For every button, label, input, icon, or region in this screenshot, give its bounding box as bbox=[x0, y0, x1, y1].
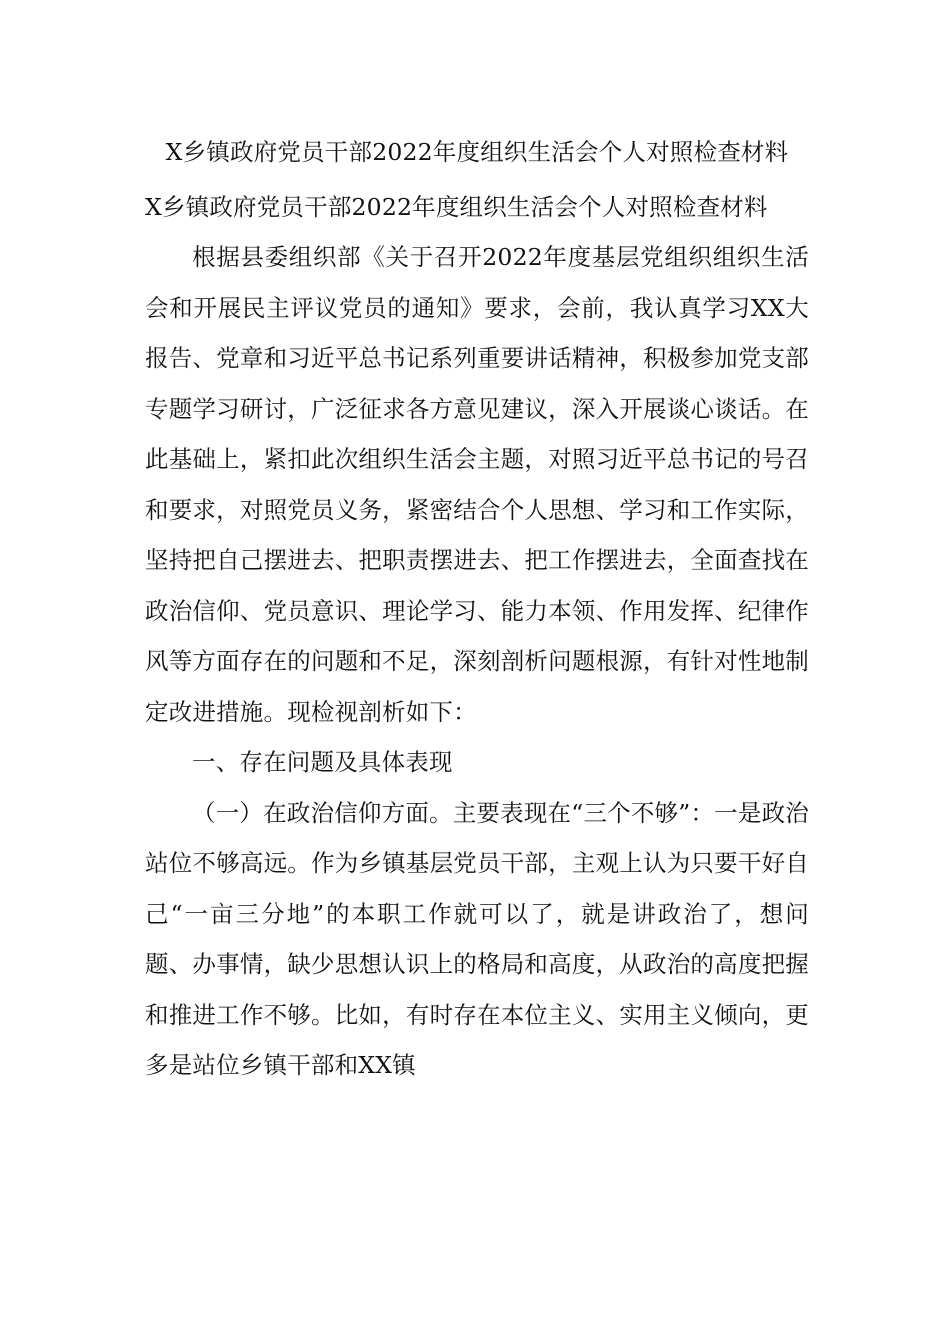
document-page bbox=[145, 128, 809, 1091]
body-paragraph: （一）在政治信仰方面。主要表现在“三个不够”：一是政治站位不够高远。作为乡镇基层党员干部，主观上认为只要干好自己“一亩三分地”的本职工作就可以了，就是讲政治了，想问题、办事情，缺少思想认识上的格局和高度，从政治的高度把握和推进工作不够。比如，有时存在本位主义、实用主义倾向，更多是站位乡镇干部和XX镇 bbox=[145, 798, 809, 1079]
document-subtitle: X乡镇政府党员干部2022年度组织生活会个人对照检查材料 bbox=[145, 193, 768, 221]
document-title: X乡镇政府党员干部2022年度组织生活会个人对照检查材料 bbox=[165, 138, 789, 166]
section-heading: 一、存在问题及具体表现 bbox=[192, 748, 453, 776]
intro-paragraph: 根据县委组织部《关于召开2022年度基层党组织组织生活会和开展民主评议党员的通知》要求，会前，我认真学习XX大报告、党章和习近平总书记系列重要讲话精神，积极参加党支部专题学习研讨，广泛征求各方意见建议，深入开展谈心谈话。在此基础上，紧扣此次组织生活会主题，对照习近平总书记的号召和要求，对照党员义务，紧密结合个人思想、学习和工作实际，坚持把自己摆进去、把职责摆进去、把工作摆进去，全面查找在政治信仰、党员意识、理论学习、能力本领、作用发挥、纪律作风等方面存在的问题和不足，深刻剖析问题根源，有针对性地制定改进措施。现检视剖析如下： bbox=[145, 243, 809, 726]
